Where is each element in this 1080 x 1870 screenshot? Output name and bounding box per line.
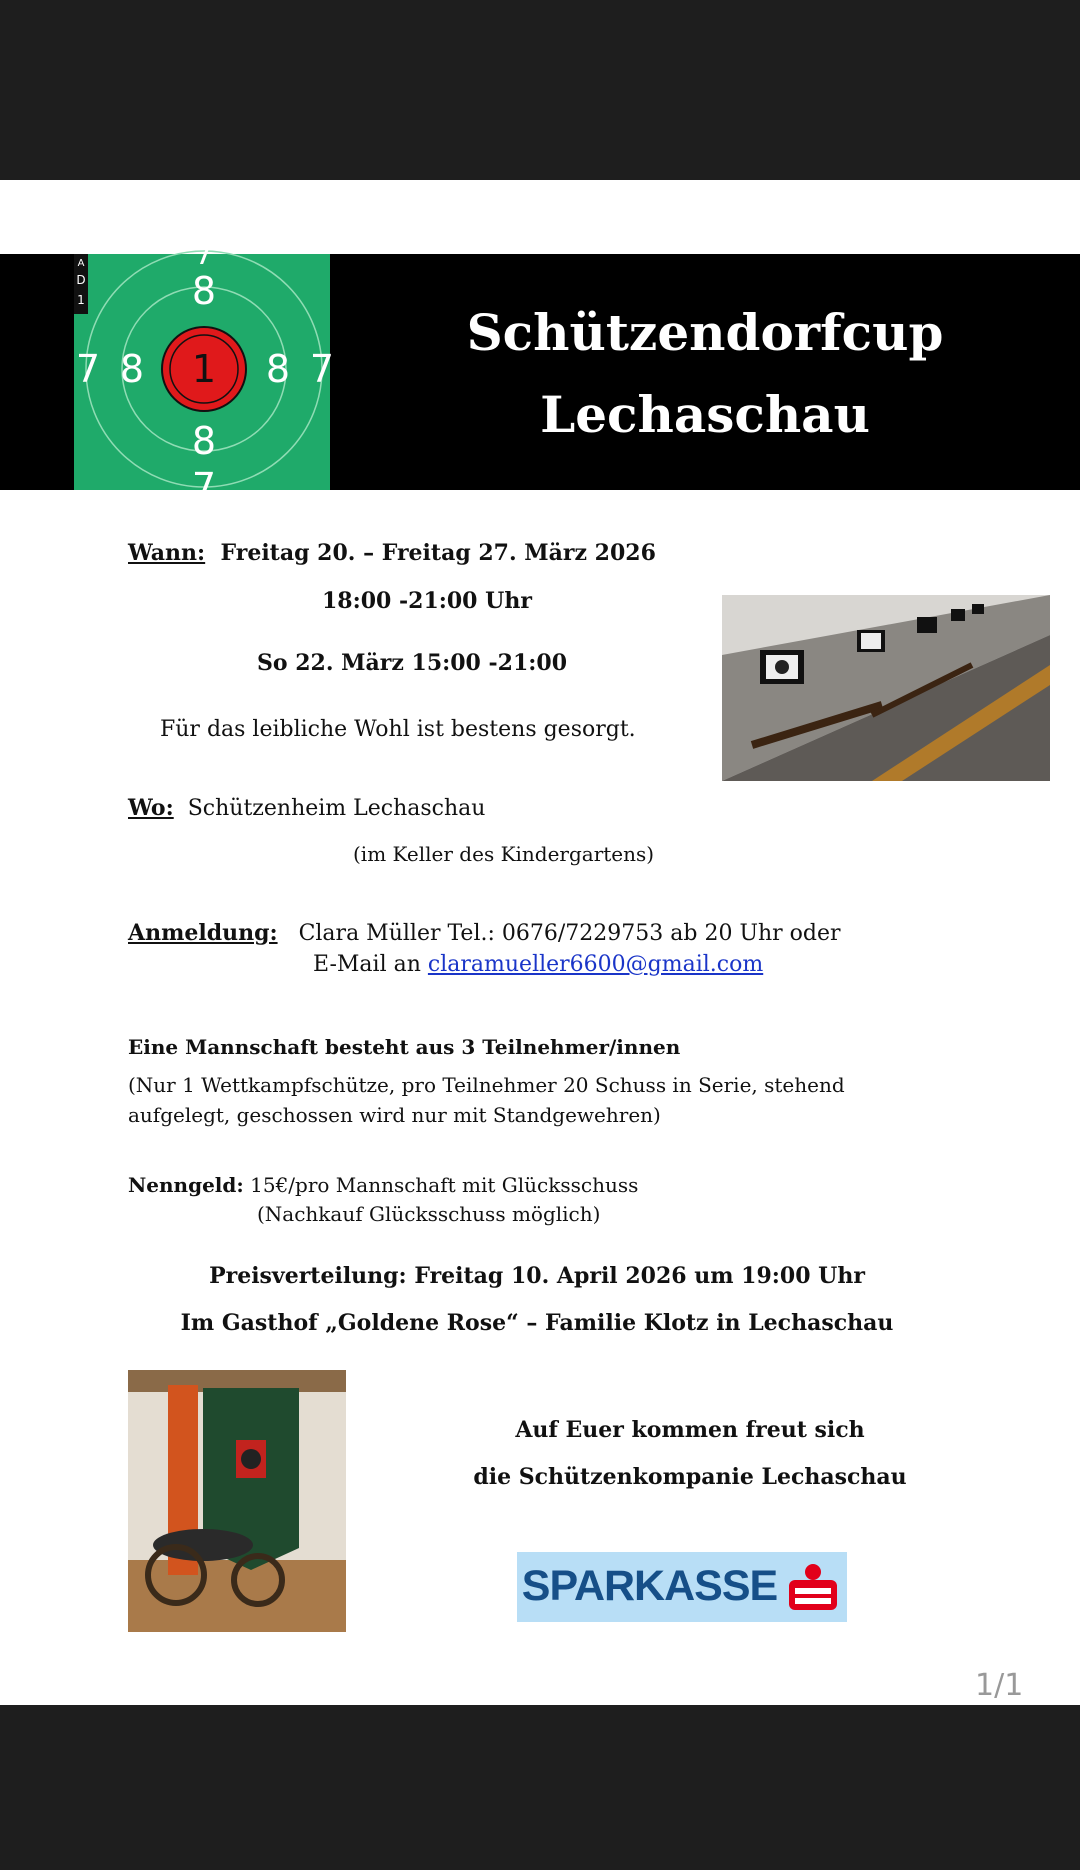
target-outer-top: 7 <box>194 237 214 272</box>
team-heading: Eine Mannschaft besteht aus 3 Teilnehmer/innen <box>128 1035 681 1059</box>
target-outer-left: 7 <box>75 347 101 391</box>
registration-label: Anmeldung: <box>128 920 278 946</box>
registration-row <box>128 920 841 946</box>
header-banner <box>0 237 1080 509</box>
when-label: Wann: <box>128 540 206 566</box>
team-rules-line-1: (Nur 1 Wettkampfschütze, pro Teilnehmer 20 Schuss in Serie, stehend <box>128 1073 845 1097</box>
email-prefix: E-Mail an <box>313 952 421 977</box>
where-place: Schützenheim Lechaschau <box>187 796 486 821</box>
flyer-page <box>0 180 1080 1705</box>
closing-line-2: die Schützenkompanie Lechaschau <box>473 1464 907 1490</box>
target-outer-right: 7 <box>309 347 335 391</box>
target-ring-top: 8 <box>191 269 217 313</box>
target-ring-right: 8 <box>265 347 291 391</box>
where-label: Wo: <box>128 795 174 821</box>
email-link[interactable]: claramueller6600@gmail.com <box>427 952 764 977</box>
registration-contact: Clara Müller Tel.: 0676/7229753 ab 20 Uhr oder <box>298 921 841 946</box>
awards-line-1: Preisverteilung: Freitag 10. April 2026 um 19:00 Uhr <box>209 1263 865 1289</box>
target-icon <box>74 237 335 509</box>
fee-note: (Nachkauf Glücksschuss möglich) <box>257 1202 601 1226</box>
registration-email-row <box>313 952 763 977</box>
shooting-range-photo <box>722 595 1050 781</box>
sparkasse-logo <box>517 1552 847 1622</box>
sparkasse-s-icon <box>789 1564 837 1614</box>
catering-note: Für das leibliche Wohl ist bestens gesorgt. <box>160 717 636 742</box>
target-corner-d: D <box>76 273 86 287</box>
target-corner-1: 1 <box>77 293 85 307</box>
target-outer-bottom: 7 <box>191 465 217 509</box>
title-line-2: Lechaschau <box>540 385 870 444</box>
when-dates: Freitag 20. – Freitag 27. März 2026 <box>220 540 656 566</box>
when-row <box>128 540 656 566</box>
target-center-number: 1 <box>191 347 217 391</box>
shooting-target-graphic <box>74 237 335 509</box>
closing-line-1: Auf Euer kommen freut sich <box>515 1417 865 1443</box>
target-corner-a: A <box>77 258 85 269</box>
club-flag-cannon-photo <box>128 1370 346 1632</box>
page-indicator: 1/1 <box>975 1668 1024 1703</box>
top-black-bar <box>0 0 1080 180</box>
team-rules-line-2: aufgelegt, geschossen wird nur mit Standgewehren) <box>128 1103 661 1127</box>
fee-value: 15€/pro Mannschaft mit Glücksschuss <box>250 1173 639 1197</box>
title-line-1: Schützendorfcup <box>466 303 944 362</box>
fee-label: Nenngeld: <box>128 1173 244 1197</box>
when-times: 18:00 -21:00 Uhr <box>322 588 532 614</box>
sponsor-name: SPARKASSE <box>521 1562 778 1610</box>
target-ring-left: 8 <box>119 347 145 391</box>
target-ring-bottom: 8 <box>191 419 217 463</box>
bottom-black-bar <box>0 1705 1080 1870</box>
awards-line-2: Im Gasthof „Goldene Rose“ – Familie Klotz in Lechaschau <box>180 1310 894 1336</box>
fee-row <box>128 1173 638 1197</box>
when-sunday: So 22. März 15:00 -21:00 <box>257 650 567 676</box>
where-row <box>128 795 485 821</box>
where-detail: (im Keller des Kindergartens) <box>353 842 655 866</box>
event-title <box>400 292 1010 456</box>
